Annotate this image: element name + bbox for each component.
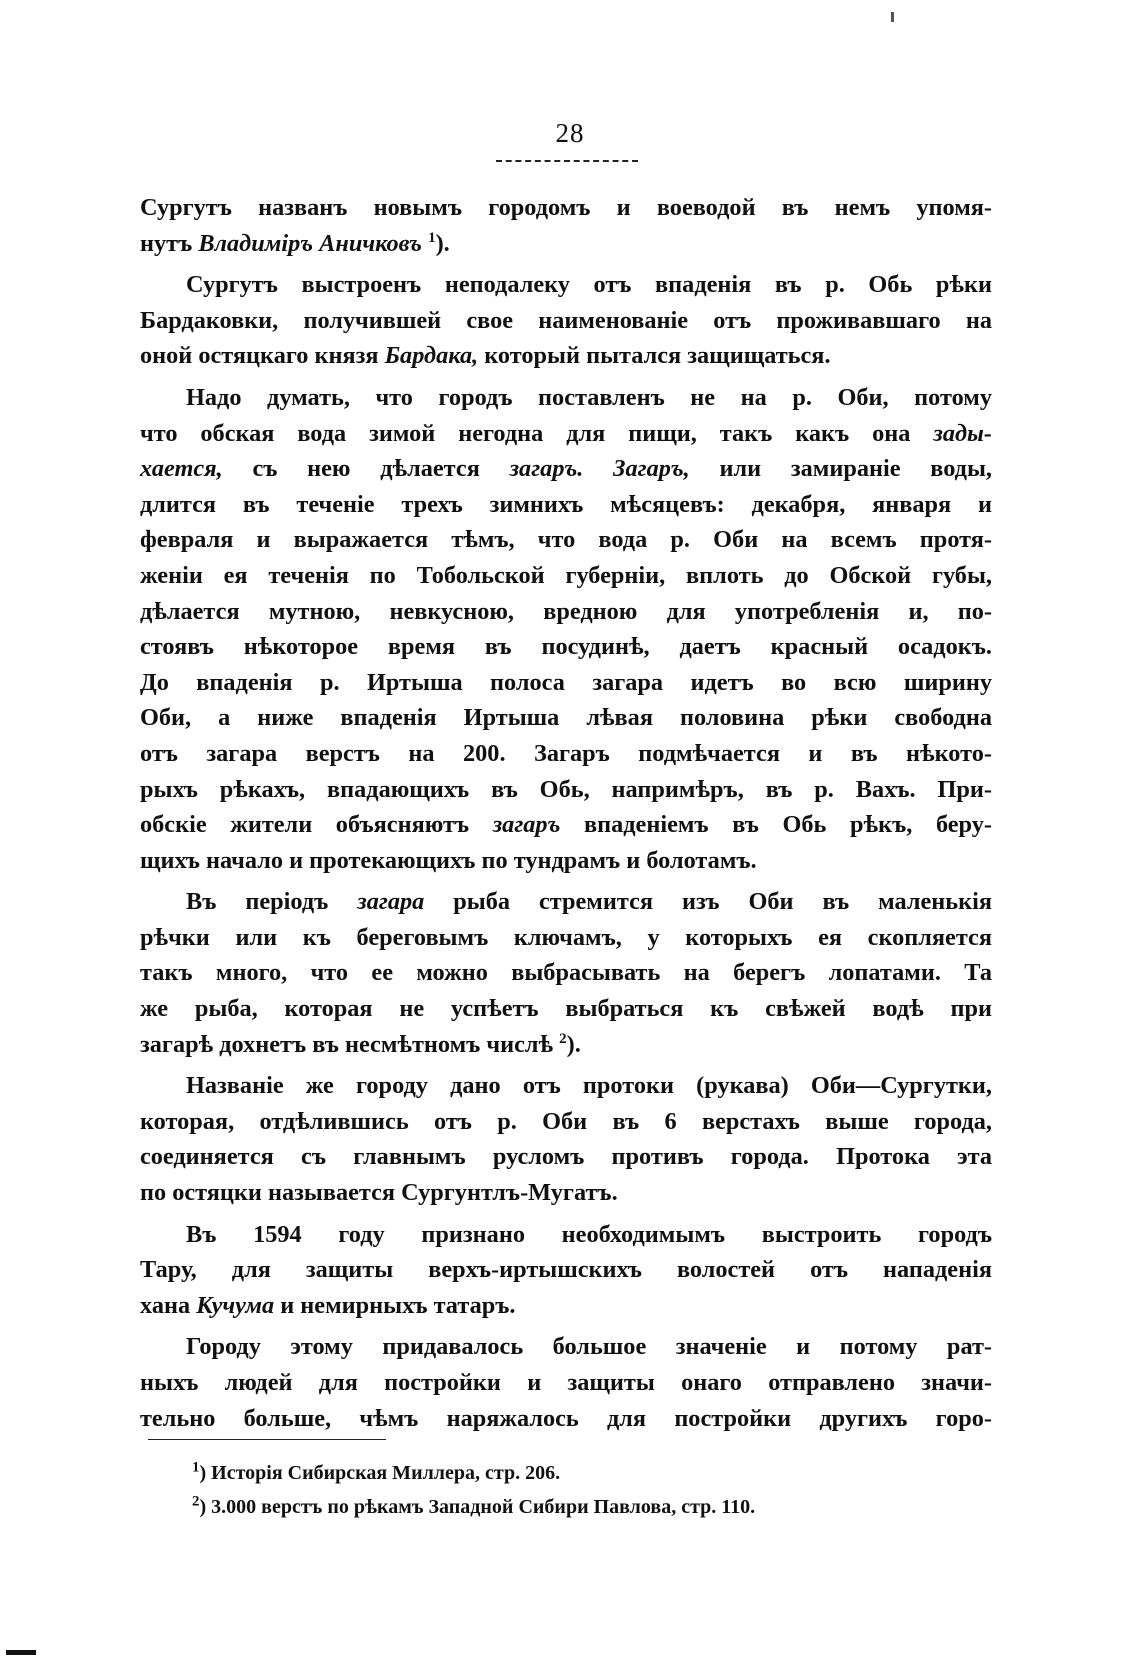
scan-corner-mark xyxy=(6,1650,36,1655)
footnote-separator xyxy=(148,1439,386,1440)
text-line: Въ періодъ загара рыба стремится изъ Оби въ маленькія xyxy=(186,888,992,916)
scan-speck xyxy=(891,12,894,22)
paragraph xyxy=(140,1217,992,1324)
text-line: загарѣ дохнетъ въ несмѣтномъ числѣ $^2$). xyxy=(140,1030,581,1058)
text-line: оной остяцкаго князя Бардака, который пытался защищаться. xyxy=(140,342,831,370)
text-line: Городу этому придавалось большое значеніе и потому рат- xyxy=(186,1333,992,1361)
text-line: Оби, а ниже впаденія Иртыша лѣвая половина рѣки свободна xyxy=(140,704,992,732)
text-line: тельно больше, чѣмъ наряжалось для постройки другихъ горо- xyxy=(140,1404,992,1432)
text-line: До впаденія р. Иртыша полоса загара идетъ во всю ширину xyxy=(140,668,992,696)
text-line: соединяется съ главнымъ русломъ противъ города. Протока эта xyxy=(140,1143,992,1171)
paragraph xyxy=(140,884,992,1062)
paragraph xyxy=(140,190,992,261)
text-line: ныхъ людей для постройки и защиты онаго отправлено значи- xyxy=(140,1369,992,1396)
paragraph xyxy=(140,1068,992,1210)
page-number: 28 xyxy=(555,118,585,148)
paragraph xyxy=(140,267,992,374)
text-line: Въ 1594 году признано необходимымъ выстроить городъ xyxy=(186,1220,992,1248)
text-line: отъ загара верстъ на 200. Загаръ подмѣчается и въ нѣкото- xyxy=(140,739,992,767)
text-line: Надо думать, что городъ поставленъ не на р. Оби, потому xyxy=(186,383,992,411)
text-line: Сургутъ названъ новымъ городомъ и воеводой въ немъ упомя- xyxy=(140,194,992,221)
text-line: февраля и выражается тѣмъ, что вода р. Оби на всемъ протя- xyxy=(140,526,992,554)
text-line: хается, съ нею дѣлается загаръ. Загаръ, или замираніе воды, xyxy=(140,455,992,483)
text-line: дѣлается мутною, невкусною, вредною для употребленія и, по- xyxy=(140,597,992,625)
text-line: такъ много, что ее можно выбрасывать на берегъ лопатами. Та xyxy=(140,959,992,987)
text-line: нутъ Владиміръ Аничковъ $^1$). xyxy=(140,229,450,257)
text-line: Сургутъ выстроенъ неподалеку отъ впаденія въ р. Обь рѣки xyxy=(186,271,992,299)
text-line: хана Кучума и немирныхъ татаръ. xyxy=(140,1291,516,1319)
text-line: обскіе жители объясняютъ загаръ впаденіемъ въ Обь рѣкъ, беру- xyxy=(140,811,992,839)
text-line: что обская вода зимой негодна для пищи, такъ какъ она зады- xyxy=(140,419,992,447)
footnote-1: $^1$) Исторія Сибирская Миллера, стр. 206. xyxy=(192,1459,561,1484)
text-line: Названіе же городу дано отъ протоки (рукава) Оби—Сургутки, xyxy=(186,1072,992,1100)
text-line: стоявъ нѣкоторое время въ посудинѣ, даетъ красный осадокъ. xyxy=(140,633,992,661)
text-line: щихъ начало и протекающихъ по тундрамъ и болотамъ. xyxy=(140,846,757,874)
text-line: которая, отдѣлившись отъ р. Оби въ 6 верстахъ выше города, xyxy=(140,1107,992,1135)
text-line: же рыба, которая не успѣетъ выбраться къ свѣжей водѣ при xyxy=(140,995,992,1023)
header-rule xyxy=(496,160,638,162)
footnotes xyxy=(192,1456,952,1524)
paragraph xyxy=(140,1329,992,1436)
text-line: длится въ теченіе трехъ зимнихъ мѣсяцевъ: декабря, января и xyxy=(140,490,992,518)
body-text xyxy=(140,190,992,1442)
text-line: рѣчки или къ береговымъ ключамъ, у которыхъ ея скопляется xyxy=(140,923,992,951)
footnote-2: $^2$) 3.000 верстъ по рѣкамъ Западной Сибири Павлова, стр. 110. xyxy=(192,1493,756,1518)
text-line: по остяцки называется Сургунтлъ-Мугатъ. xyxy=(140,1179,618,1207)
text-line: Тару, для защиты верхъ-иртышскихъ волостей отъ нападенія xyxy=(140,1256,992,1284)
text-line: рыхъ рѣкахъ, впадающихъ въ Обь, напримѣръ, въ р. Вахъ. При- xyxy=(140,775,992,803)
paragraph xyxy=(140,380,992,878)
text-line: женіи ея теченія по Тобольской губерніи, вплоть до Обской губы, xyxy=(140,561,992,589)
text-line: Бардаковки, получившей свое наименованіе отъ проживавшаго на xyxy=(140,306,992,334)
